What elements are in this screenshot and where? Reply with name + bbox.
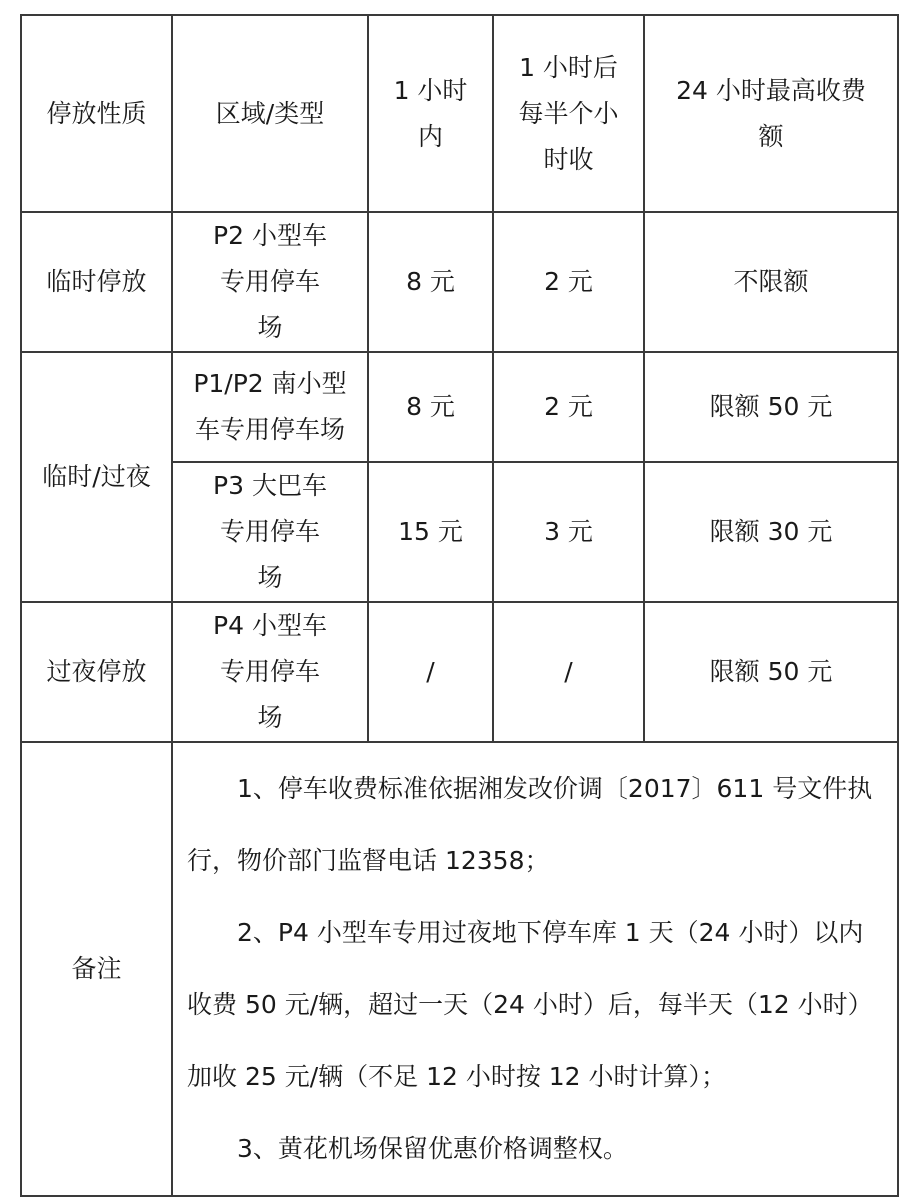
notes-row [21, 742, 898, 1196]
table-row [21, 352, 898, 462]
header-row [21, 15, 898, 212]
note-item: 1、停车收费标准依据湘发改价调〔2017〕611 号文件执行，物价部门监督电话 12358； [187, 774, 873, 875]
row-area: P2 小型车专用停车场 [172, 212, 368, 352]
row-max-24h: 不限额 [644, 212, 898, 352]
header-category: 停放性质 [21, 15, 172, 212]
row-per-half-hour: 2 元 [493, 352, 644, 462]
row-max-24h: 限额 50 元 [644, 602, 898, 742]
header-per-half-hour: 1 小时后每半个小时收 [493, 15, 644, 212]
notes-label: 备注 [21, 742, 172, 1196]
row-area: P4 小型车专用停车场 [172, 602, 368, 742]
row-first-hour: 15 元 [368, 462, 493, 602]
row-first-hour: 8 元 [368, 212, 493, 352]
table-row [21, 602, 898, 742]
row-per-half-hour: 3 元 [493, 462, 644, 602]
header-first-hour: 1 小时内 [368, 15, 493, 212]
row-first-hour: / [368, 602, 493, 742]
row-max-24h: 限额 30 元 [644, 462, 898, 602]
parking-fee-table [20, 14, 899, 1197]
row-first-hour: 8 元 [368, 352, 493, 462]
note-item: 2、P4 小型车专用过夜地下停车库 1 天（24 小时）以内收费 50 元/辆，超过一天（24 小时）后，每半天（12 小时）加收 25 元/辆（不足 12 小时按 12 小时计算）； [187, 918, 873, 1091]
notes-content [172, 742, 898, 1196]
note-item: 3、黄花机场保留优惠价格调整权。 [237, 1134, 628, 1163]
row-category: 临时/过夜 [21, 352, 172, 602]
header-max-24h: 24 小时最高收费额 [644, 15, 898, 212]
row-max-24h: 限额 50 元 [644, 352, 898, 462]
row-per-half-hour: / [493, 602, 644, 742]
row-category: 临时停放 [21, 212, 172, 352]
row-per-half-hour: 2 元 [493, 212, 644, 352]
table-row [21, 212, 898, 352]
header-area-type: 区域/类型 [172, 15, 368, 212]
row-area: P1/P2 南小型车专用停车场 [172, 352, 368, 462]
row-category: 过夜停放 [21, 602, 172, 742]
row-area: P3 大巴车专用停车场 [172, 462, 368, 602]
